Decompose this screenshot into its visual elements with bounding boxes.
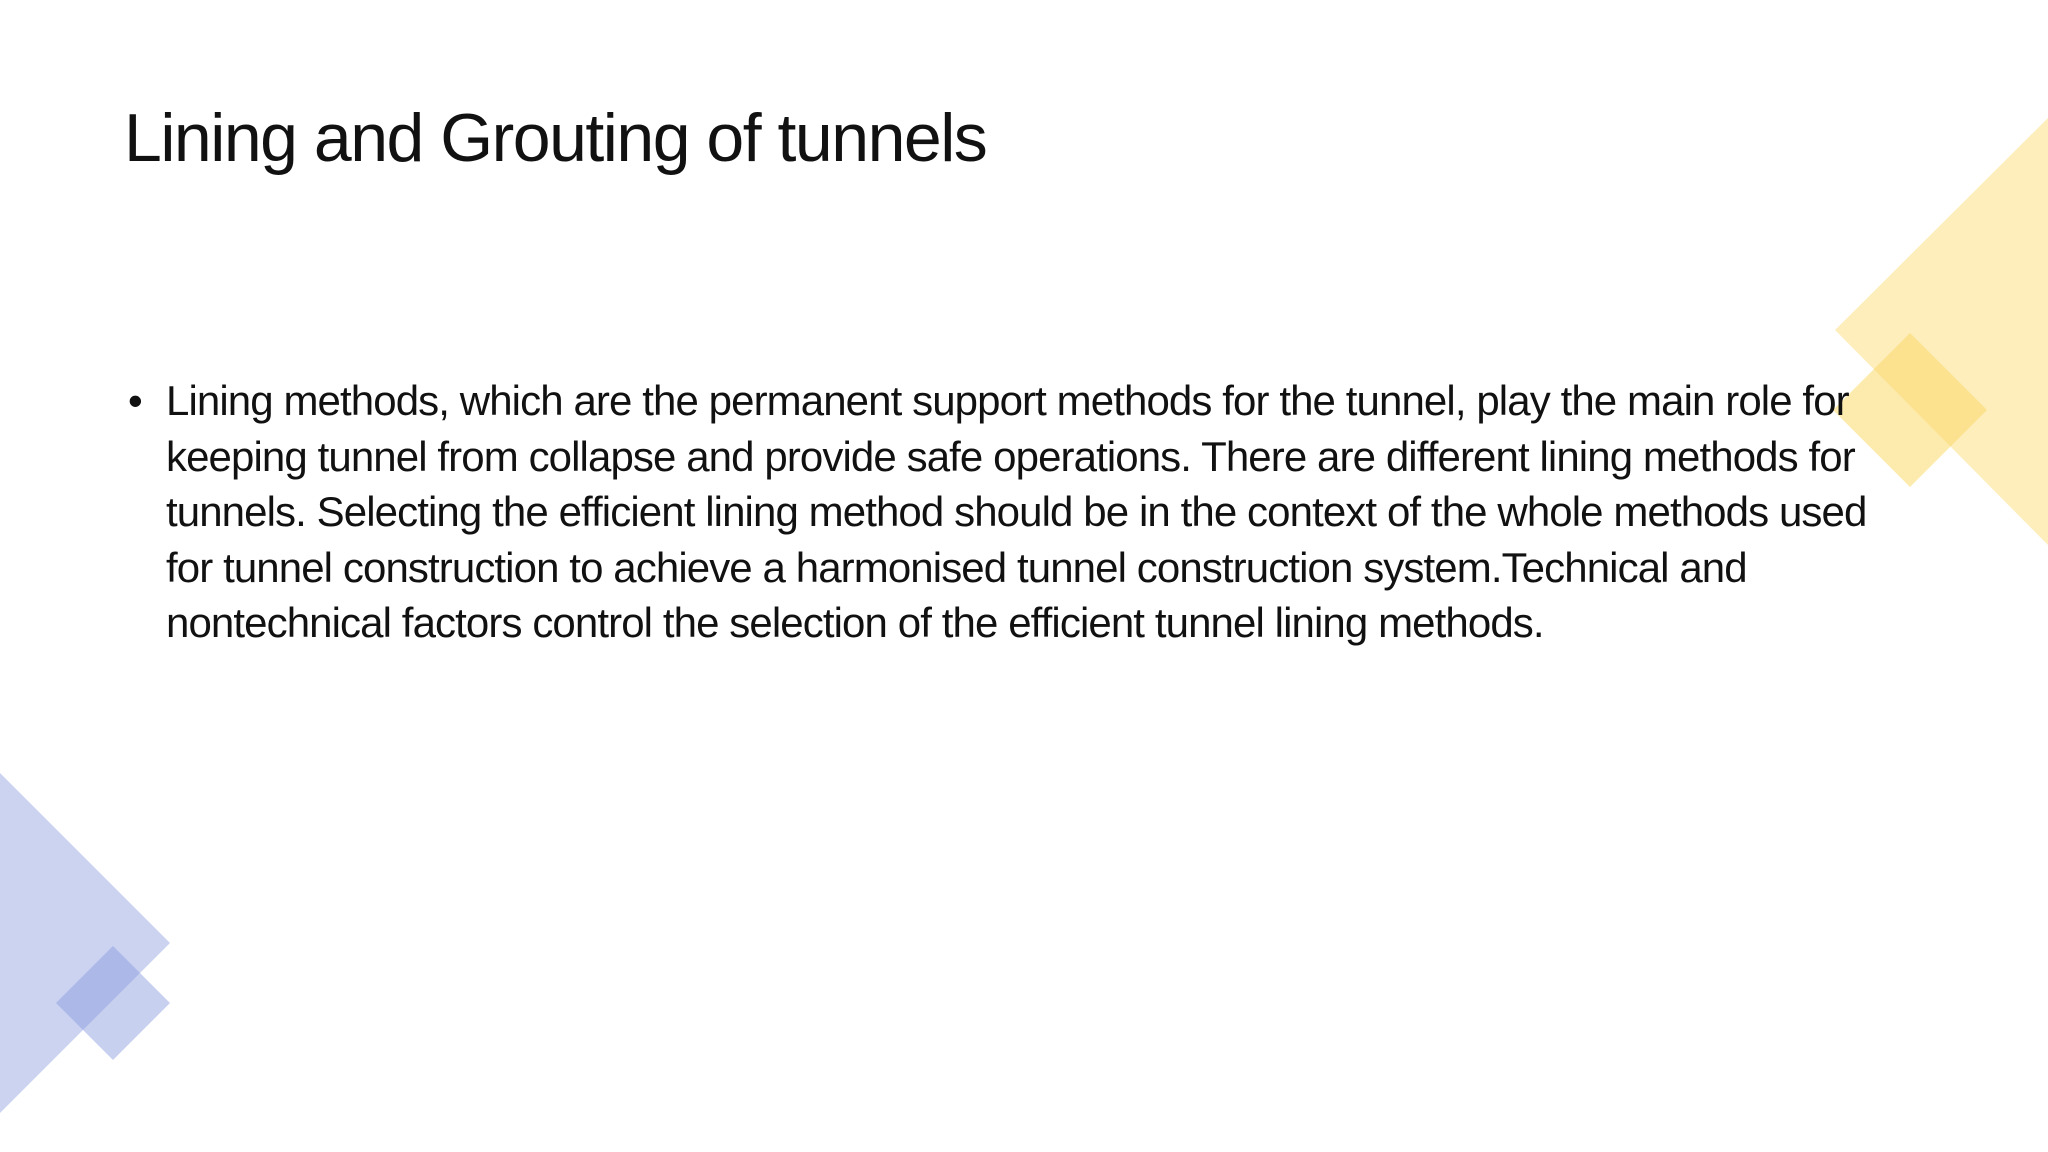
bullet-item [124, 373, 1884, 651]
bullet-text: Lining methods, which are the permanent support methods for the tunnel, play the main role for keeping tunnel from collapse and provide safe operations. There are different lining methods for tunnels. Selecting the efficient lining method should be in the context of the whole methods used for tunnel construction to achieve a harmonised tunnel construction system.Technical and nontechnical factors control the selection of the efficient tunnel lining methods. [166, 377, 1867, 646]
bullet-marker: • [128, 377, 142, 424]
blue-diamond-large [0, 773, 170, 1113]
bullet-list [124, 373, 1884, 651]
slide-title: Lining and Grouting of tunnels [124, 100, 987, 176]
